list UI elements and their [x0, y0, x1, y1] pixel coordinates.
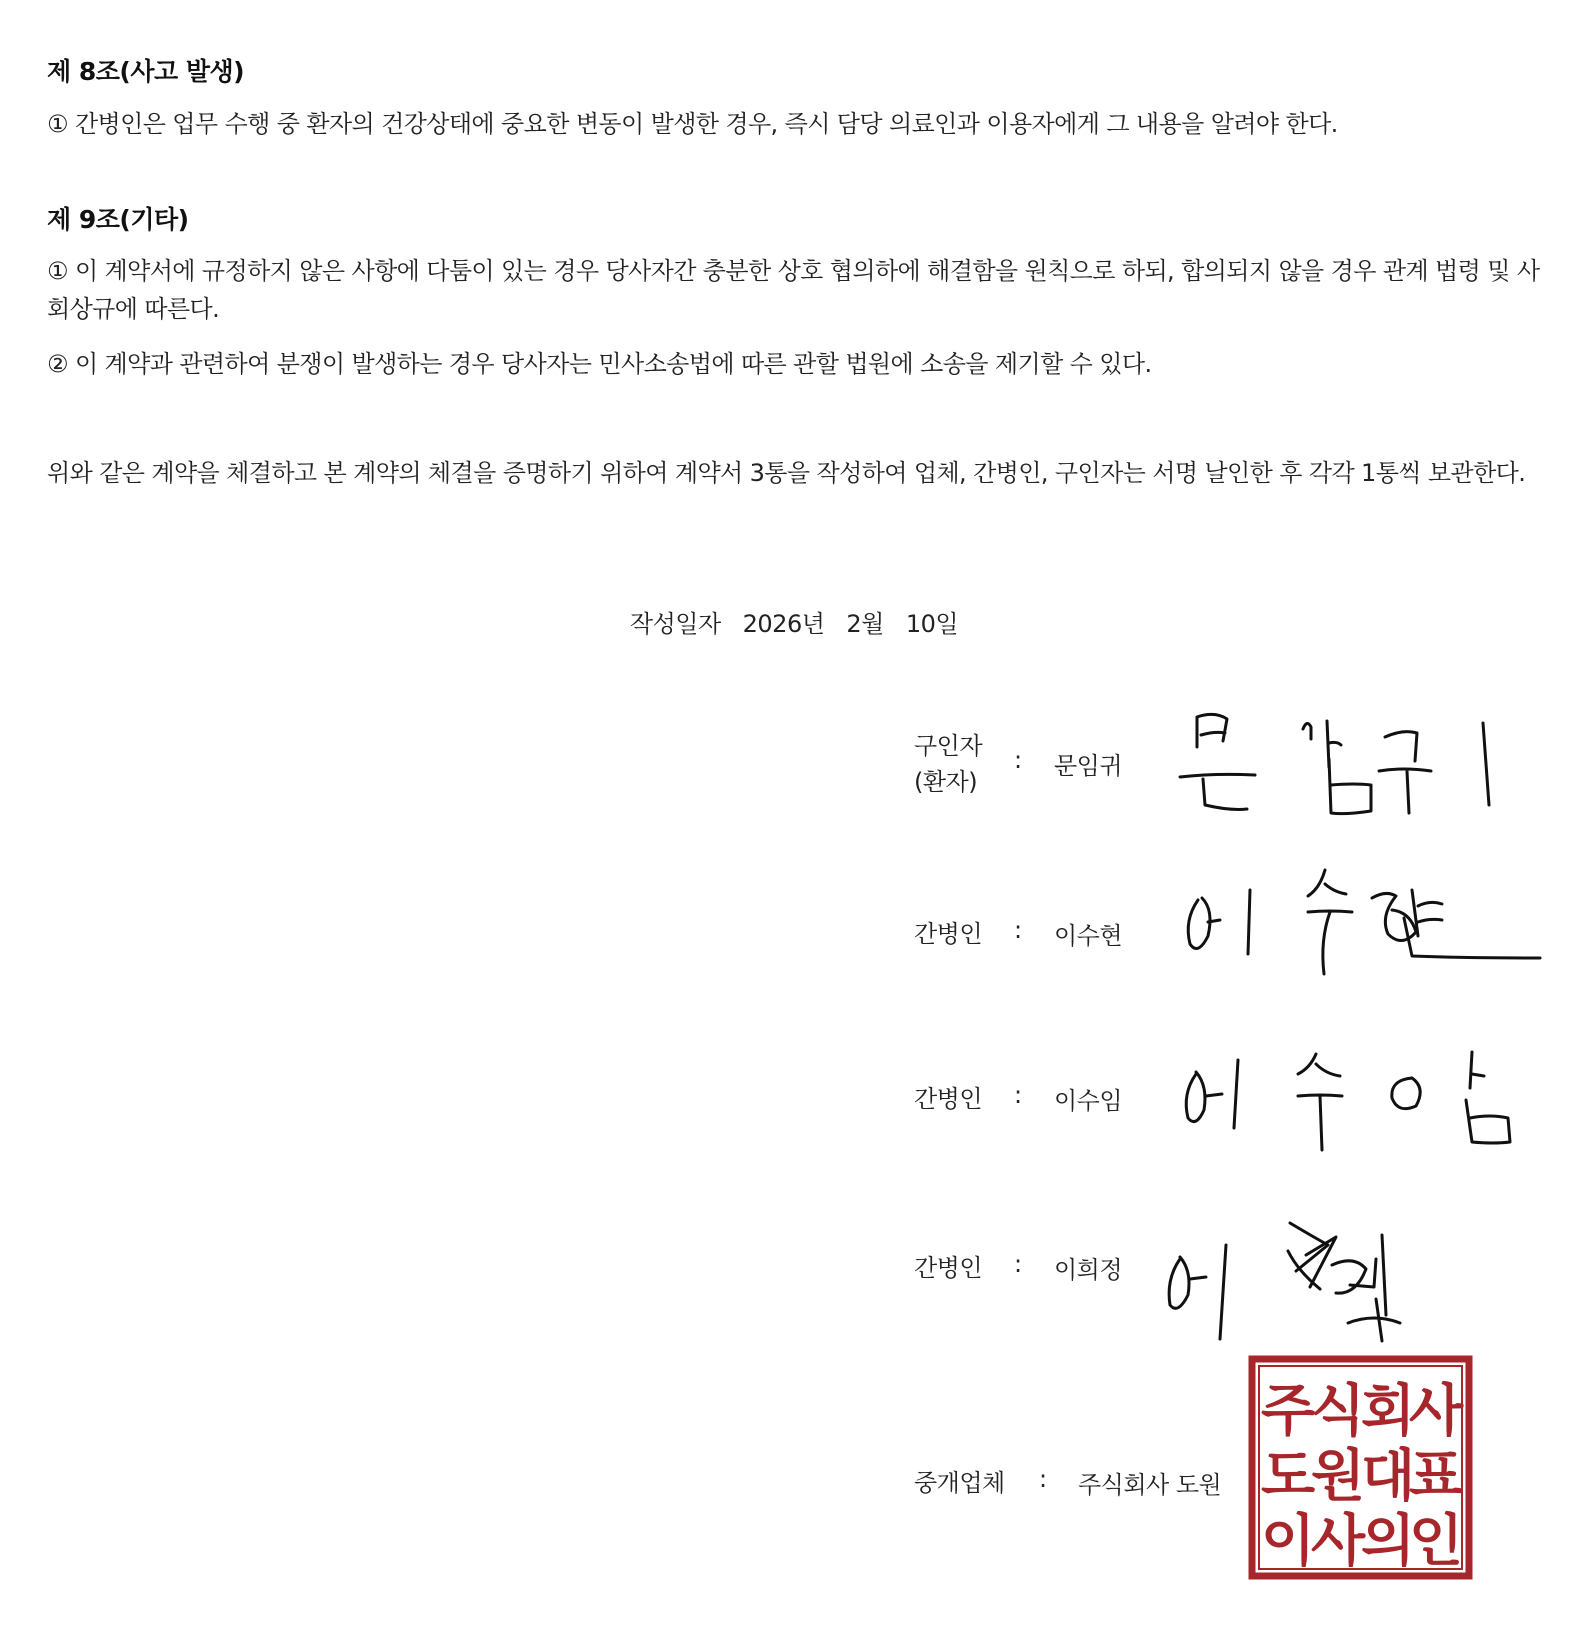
date-day: 10일: [905, 610, 959, 638]
article-9-clause-2: ② 이 계약과 관련하여 분쟁이 발생하는 경우 당사자는 민사소송법에 따른 관할 법원에 소송을 제기할 수 있다.: [47, 350, 1152, 378]
signatory-role: 간병인: [914, 1254, 983, 1282]
svg-text:표: 표: [1408, 1444, 1464, 1509]
signature-caregiver-1: [1180, 860, 1545, 985]
svg-text:원: 원: [1310, 1444, 1366, 1509]
signature-client: [1175, 705, 1505, 825]
signatory-name: 이수현: [1054, 922, 1123, 950]
signatory-name: 이수임: [1054, 1087, 1123, 1115]
svg-text:의: 의: [1360, 1509, 1416, 1574]
signatory-role: 간병인: [914, 1085, 983, 1113]
signatory-role: 중개업체: [914, 1469, 1005, 1497]
signatory-colon: :: [1014, 1250, 1022, 1278]
svg-text:도: 도: [1260, 1444, 1316, 1509]
article-9-heading: 제 9조(기타): [47, 205, 189, 234]
svg-text:식: 식: [1310, 1379, 1366, 1444]
svg-text:이: 이: [1260, 1509, 1316, 1574]
date-month: 2월: [846, 610, 884, 638]
signatory-colon: :: [1014, 1081, 1022, 1109]
signatory-colon: :: [1014, 746, 1022, 774]
signatory-role: 구인자 (환자): [914, 732, 983, 796]
signatory-name: 이희정: [1054, 1256, 1123, 1284]
company-seal: [1248, 1355, 1473, 1580]
signature-caregiver-3: [1160, 1215, 1480, 1345]
signatory-colon: :: [1014, 916, 1022, 944]
svg-text:사: 사: [1310, 1509, 1366, 1574]
date-line: [0, 604, 1588, 639]
closing-statement: 위와 같은 계약을 체결하고 본 계약의 체결을 증명하기 위하여 계약서 3통을 작성하여 업체, 간병인, 구인자는 서명 날인한 후 각각 1통씩 보관한다.: [47, 459, 1526, 487]
date-label: 작성일자: [629, 610, 721, 638]
article-8-heading: 제 8조(사고 발생): [47, 57, 245, 86]
svg-text:인: 인: [1408, 1509, 1464, 1574]
article-9-clause-1: ① 이 계약서에 규정하지 않은 사항에 다툼이 있는 경우 당사자간 충분한 상호 협의하에 해결함을 원칙으로 하되, 합의되지 않을 경우 관계 법령 및 사회상규에 따른다.: [47, 257, 1540, 323]
signatory-name: 문임귀: [1054, 752, 1123, 780]
signature-caregiver-2: [1180, 1040, 1520, 1170]
date-year: 2026년: [742, 610, 825, 638]
svg-text:사: 사: [1408, 1379, 1464, 1444]
svg-text:대: 대: [1360, 1444, 1416, 1509]
signatory-role: 간병인: [914, 920, 983, 948]
signatory-colon: :: [1039, 1465, 1047, 1493]
svg-text:회: 회: [1360, 1379, 1416, 1444]
svg-text:주: 주: [1260, 1379, 1316, 1444]
signatory-name: 주식회사 도원: [1078, 1471, 1222, 1499]
article-8-clause-1: ① 간병인은 업무 수행 중 환자의 건강상태에 중요한 변동이 발생한 경우, 즉시 담당 의료인과 이용자에게 그 내용을 알려야 한다.: [47, 110, 1338, 138]
